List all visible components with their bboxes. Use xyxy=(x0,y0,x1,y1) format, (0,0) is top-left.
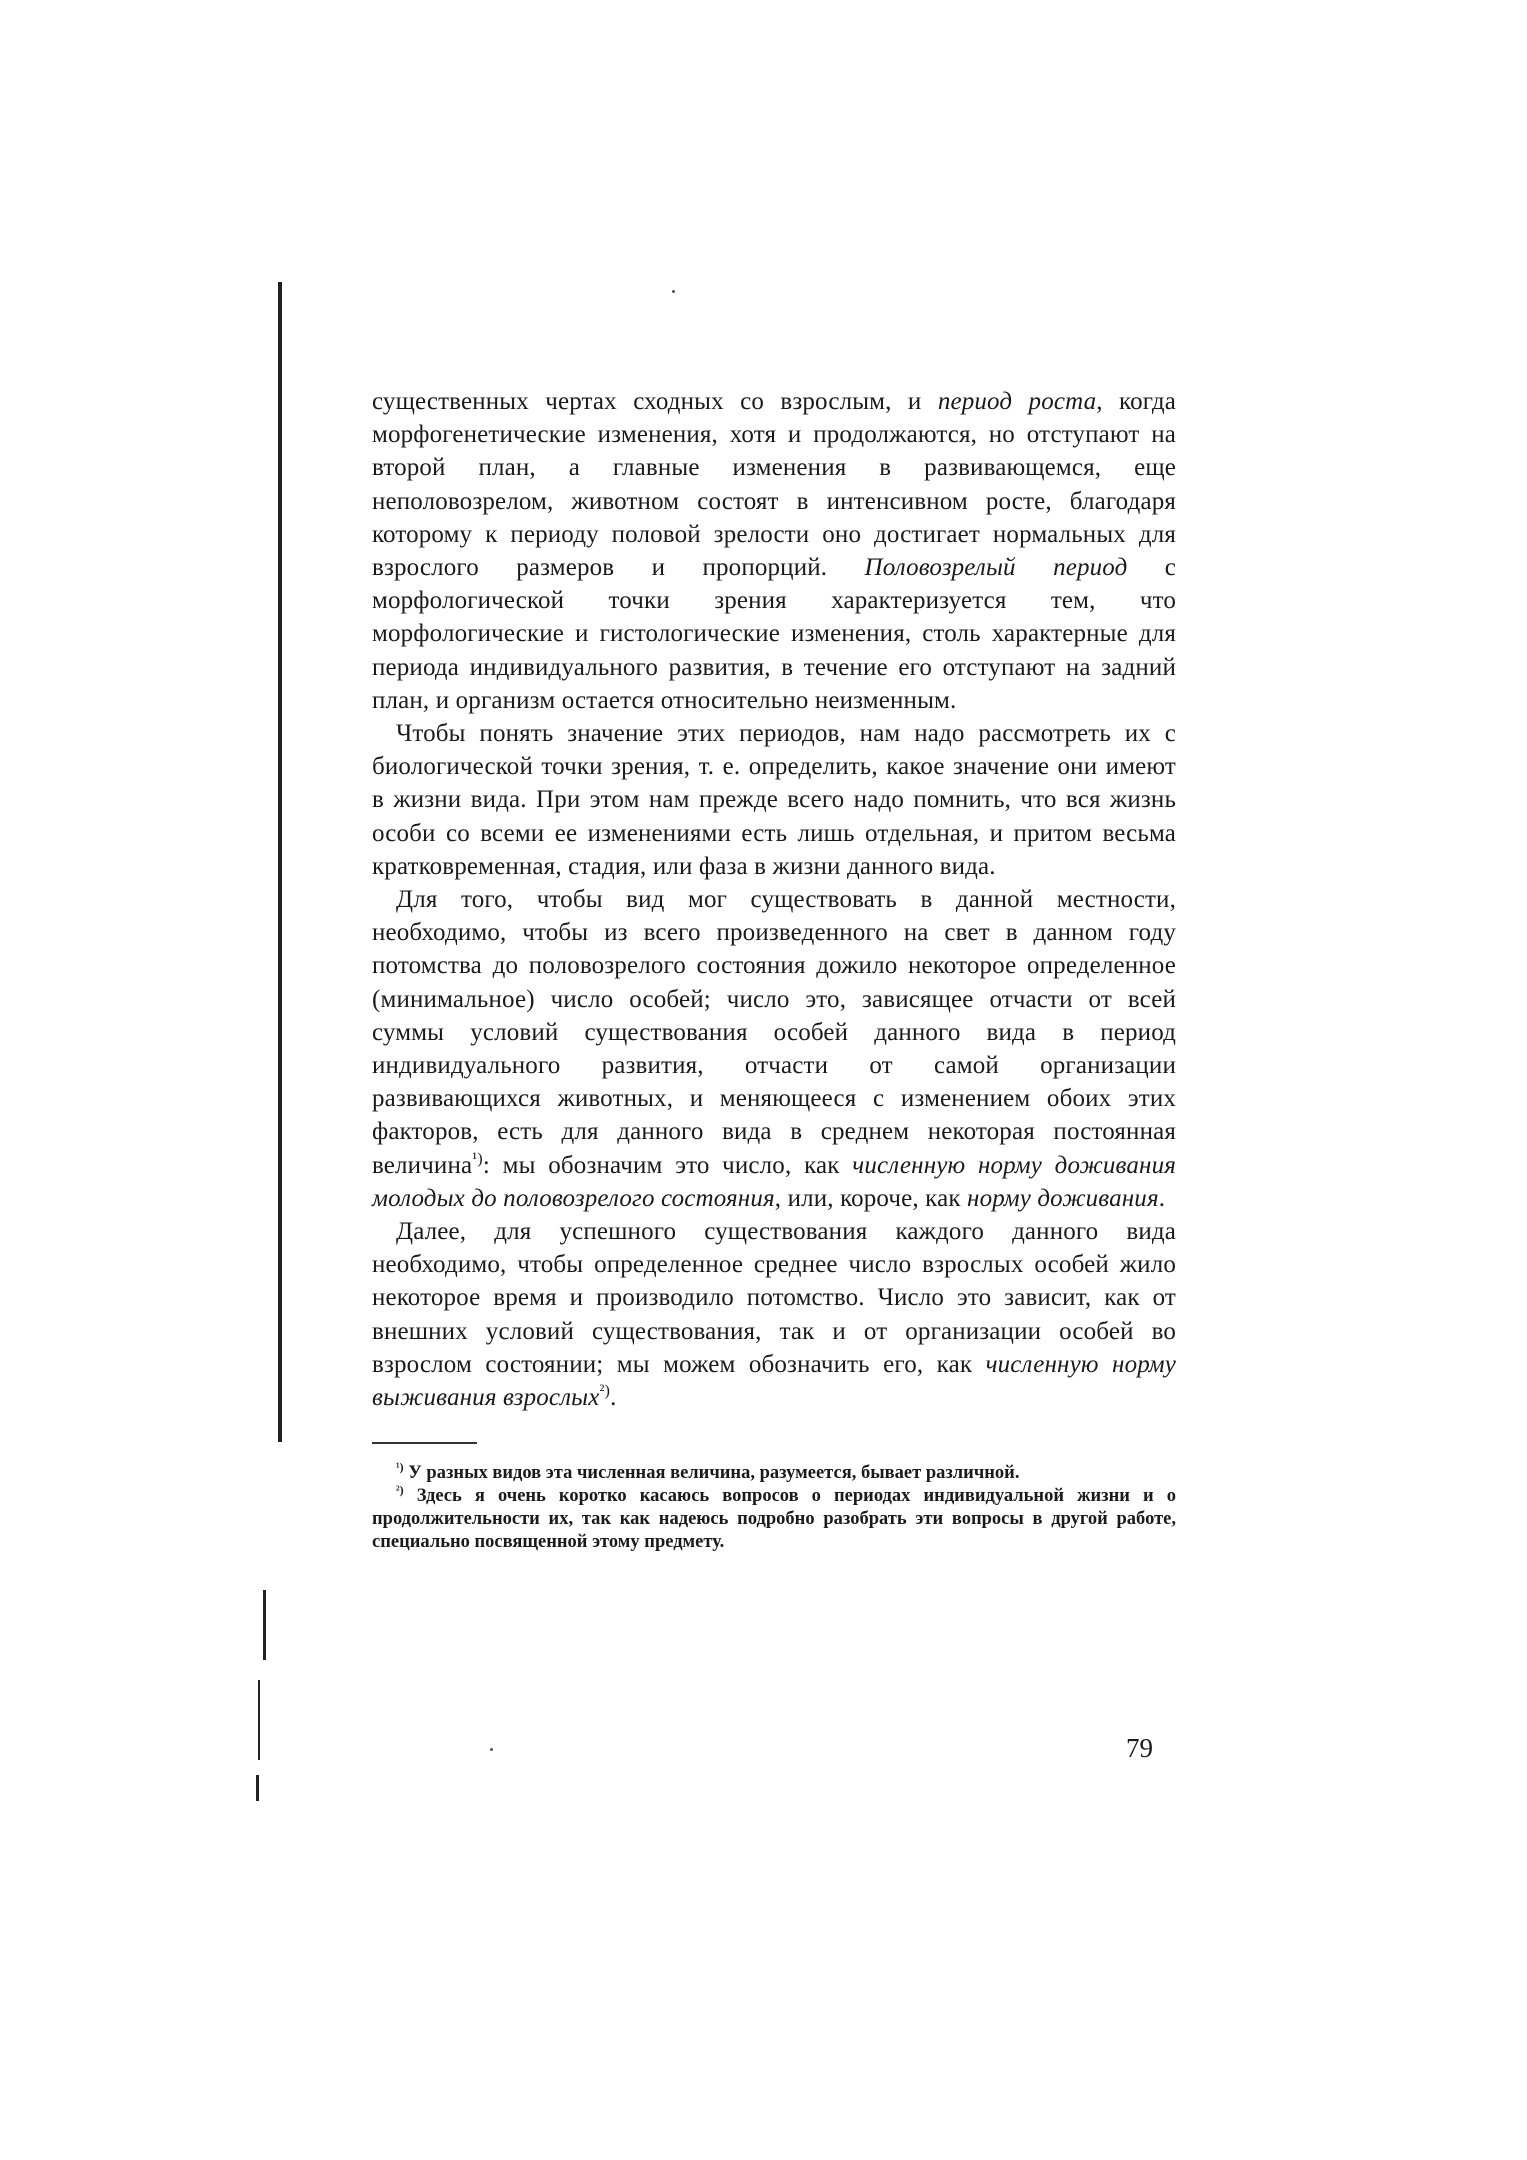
emphasized-term: Половозрелый период xyxy=(864,554,1128,582)
main-text xyxy=(372,385,1176,1414)
paragraph-text: , когда морфогенетические изменения, хотя и продолжаются, но отступают на второй план, а главные изменения в развивающемся, еще неполовозрелом, животном состоят в интенсивном росте, благодаря которому к периоду половой зрелости оно достигает нормальных для взрослого размеров и пропорций. xyxy=(372,388,1177,582)
paragraph-text: : мы обозначим это число, как xyxy=(482,1151,853,1179)
paragraph-text: Далее, для успешного существования каждого данного вида необходимо, чтобы определенное среднее число взрослых особей жило некоторое время и производило потомство. Число это зависит, как от внешних условий существования, так и от организации особей во взрослом состоянии; мы можем обозначить его, как xyxy=(372,1218,1176,1378)
paragraph-3 xyxy=(372,883,1176,1215)
paragraph-4 xyxy=(372,1215,1176,1414)
paragraph-text: . xyxy=(1158,1184,1166,1212)
footnote-text: У разных видов эта численная величина, разумеется, бывает различной. xyxy=(403,1463,1020,1484)
footnote-reference: ¹) xyxy=(472,1149,483,1168)
page-body xyxy=(372,385,1176,1554)
paragraph-text: с морфологической точки зрения характеризуется тем, что морфологические и гистологические изменения, столь характерные для периода индивидуального развития, в течение его отступают на задний план, и организм остается относительно неизменным. xyxy=(372,554,1176,714)
paragraph-text: , или, короче, как xyxy=(774,1184,968,1212)
paragraph-text: Чтобы понять значение этих периодов, нам надо рассмотреть их с биологической точки зрения, т. е. определить, какое значение они имеют в жизни вида. При этом нам прежде всего надо помнить, что вся жизнь особи со всеми ее изменениями есть лишь отдельная, и притом весьма кратковременная, стадия, или фаза в жизни данного вида. xyxy=(372,720,1176,880)
paragraph-1 xyxy=(372,385,1176,717)
footnote-mark: ²) xyxy=(396,1483,404,1498)
scan-margin-line-lower xyxy=(258,1680,260,1760)
emphasized-term: численную норму выживания взрослых xyxy=(372,1350,1176,1412)
scan-margin-line-middle xyxy=(263,1590,266,1660)
emphasized-term: норму доживания xyxy=(967,1184,1159,1212)
scan-speck xyxy=(672,290,675,293)
paragraph-2 xyxy=(372,717,1176,883)
footnote-divider xyxy=(372,1442,477,1444)
emphasized-term: период роста xyxy=(937,388,1097,415)
paragraph-text: Для того, чтобы вид мог существовать в данной местности, необходимо, чтобы из всего произведенного на свет в данном году потомства до половозрелого состояния дожило некоторое определенное (минимальное) число особей; число это, зависящее отчасти от всей суммы условий существования особей данного вида в период индивидуального развития, отчасти от самой организации развивающихся животных, и меняющееся с изменением обоих этих факторов, есть для данного вида в среднем некоторая постоянная величина xyxy=(372,886,1176,1179)
footnote-mark: ¹) xyxy=(396,1460,404,1475)
scan-speck xyxy=(490,1748,493,1751)
paragraph-text: существенных чертах сходных со взрослым, и xyxy=(372,388,938,415)
footnotes xyxy=(372,1462,1176,1554)
page-number: 79 xyxy=(1126,1733,1153,1763)
footnote-2 xyxy=(372,1485,1176,1554)
scan-margin-line-top xyxy=(278,282,282,1442)
paragraph-text: . xyxy=(610,1384,617,1412)
scan-margin-line-bottom xyxy=(256,1775,259,1801)
footnote-1 xyxy=(372,1462,1176,1485)
footnote-reference: ²) xyxy=(599,1381,611,1400)
emphasized-term: численную норму доживания молодых до половозрелого состояния xyxy=(372,1151,1176,1212)
footnote-text: Здесь я очень коротко касаюсь вопросов о периодах индивидуальной жизни и о продолжительности их, так как надеюсь подробно разобрать эти вопросы в другой работе, специально посвященной этому предмету. xyxy=(372,1486,1176,1553)
